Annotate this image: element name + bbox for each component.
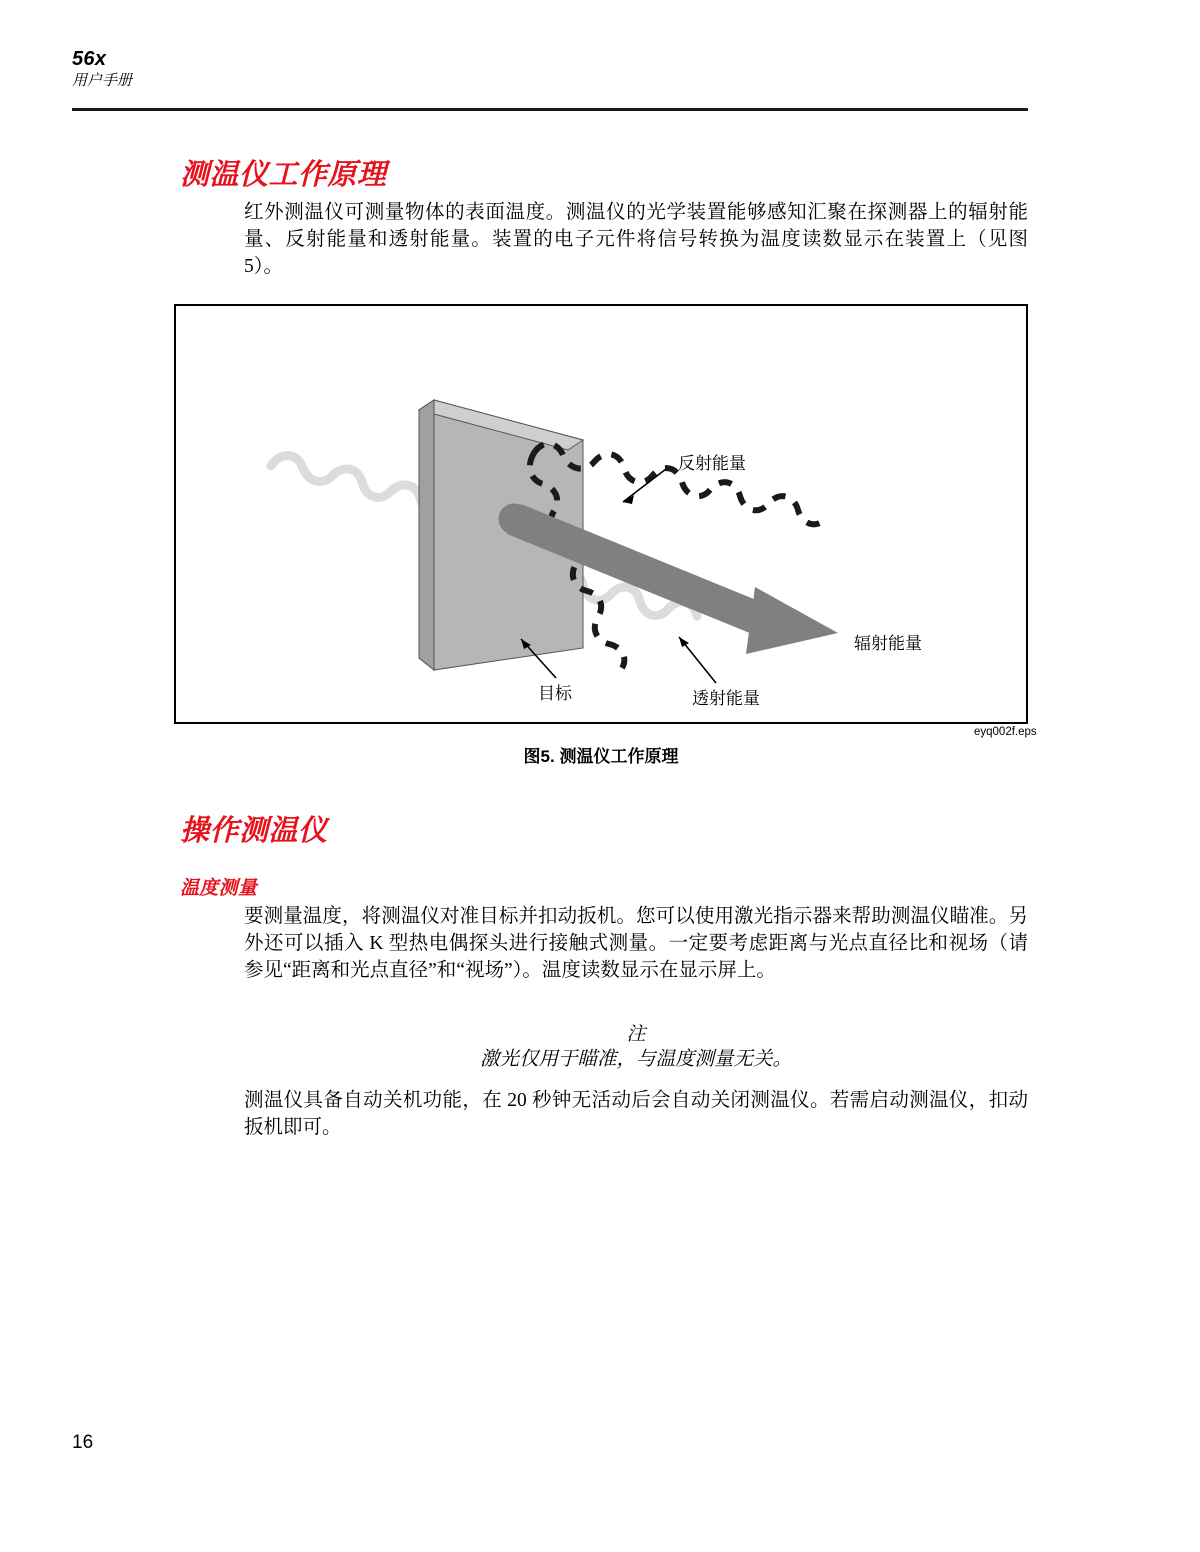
figure-label-emitted: 辐射能量 [854,634,922,653]
heading-operating-the-thermometer: 操作测温仪 [180,815,328,847]
figure-5-illustration [174,304,1028,724]
subheading-temperature-measurement: 温度测量 [180,878,258,899]
figure-caption: 图5. 测温仪工作原理 [523,747,679,766]
figure-label-transmitted: 透射能量 [692,689,760,708]
note-label: 注 [626,1024,646,1045]
plate-left-bevel [419,400,434,670]
figure-5-svg [176,306,1026,722]
figure-eps-filename: eyq002f.eps [974,726,1037,738]
heading-principle-of-operation: 测温仪工作原理 [180,159,387,191]
page-number: 16 [72,1432,94,1453]
header-subtitle: 用户手册 [72,73,133,89]
transmitted-leader [679,637,716,683]
figure-label-reflected: 反射能量 [678,454,746,473]
running-header [72,48,1028,90]
paragraph-auto-off: 测温仪具备自动关机功能，在 20 秒钟无活动后会自动关闭测温仪。若需启动测温仪，扣动扳机即可。 [244,1090,1028,1138]
paragraph-temperature-measurement: 要测量温度，将测温仪对准目标并扣动扳机。您可以使用激光指示器来帮助测温仪瞄准。另外还可以插入 K 型热电偶探头进行接触式测量。一定要考虑距离与光点直径比和视场（请参见“距离和光点直径”和“视场”）。温度读数显示在显示屏上。 [244,906,1028,981]
header-model-name: 56x [72,48,107,70]
note-body: 激光仅用于瞄准，与温度测量无关。 [479,1049,792,1070]
paragraph-principle: 红外测温仪可测量物体的表面温度。测温仪的光学装置能够感知汇聚在探测器上的辐射能量、反射能量和透射能量。装置的电子元件将信号转换为温度读数显示在装置上（见图 5）。 [244,202,1028,277]
header-divider [72,108,1028,111]
figure-label-target: 目标 [538,684,572,703]
